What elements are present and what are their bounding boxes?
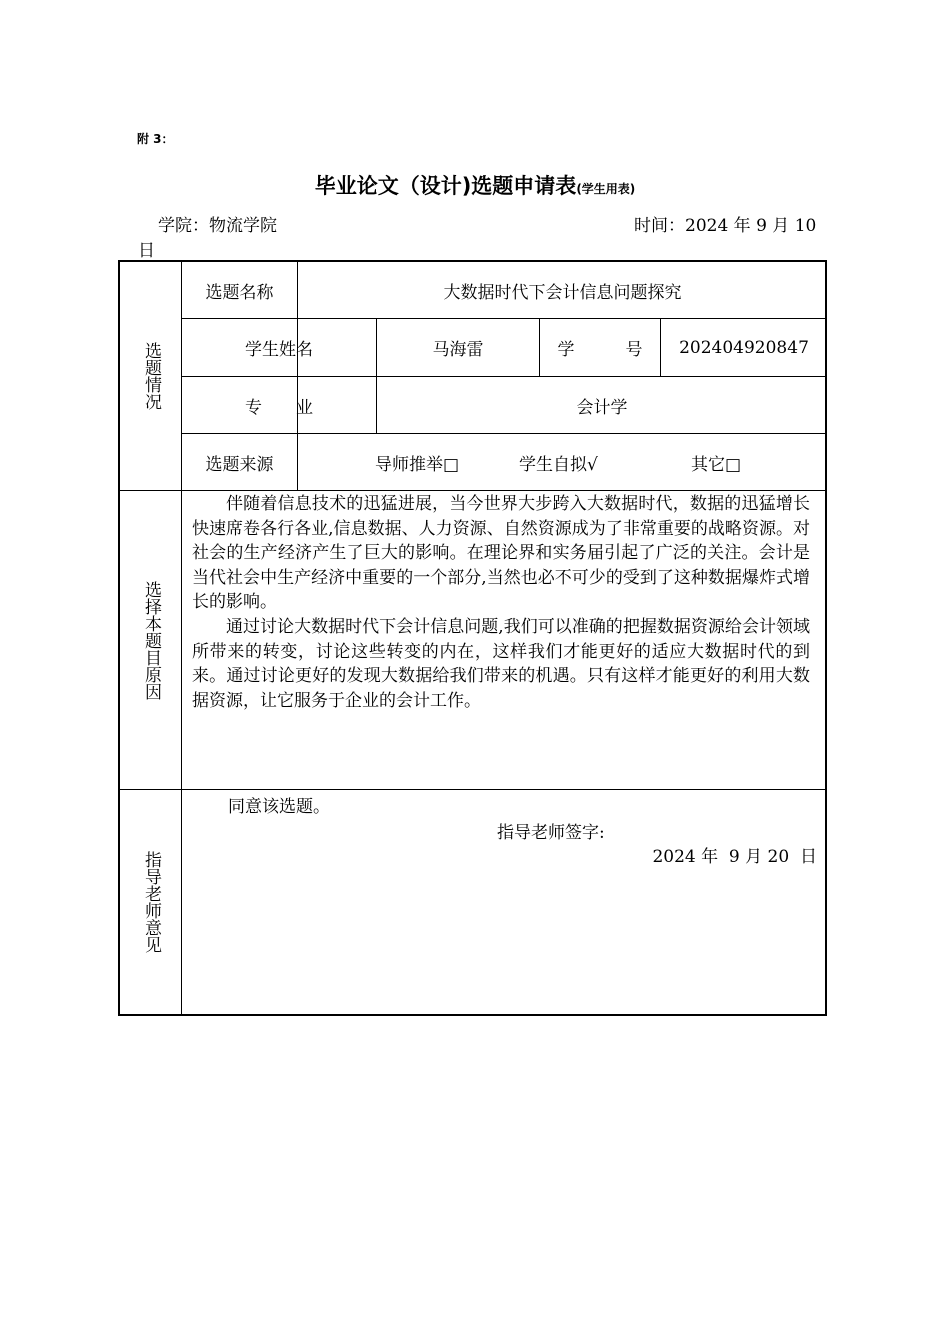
title-main: 毕业论文（设计)选题申请表: [314, 174, 577, 198]
divider: [120, 490, 827, 491]
reason-paragraph-2: 通过讨论大数据时代下会计信息问题,我们可以准确的把握数据资源给会计领域所带来的转变，讨论这些转变的内在，这样我们才能更好的适应大数据时代的到来。通过讨论更好的发现大数据给我们带来的机遇。只有这样才能更好的利用大数据资源，让它服务于企业的会计工作。: [192, 617, 810, 711]
topic-name-label: 选题名称: [205, 282, 274, 303]
source-option-self: 学生自拟√: [519, 454, 598, 475]
student-id-value: 202404920847: [679, 337, 809, 358]
divider: [120, 789, 827, 790]
source-label: 选题来源: [205, 454, 274, 475]
advisor-signature-label: 指导老师签字:: [497, 823, 605, 843]
advisor-section-label: [120, 790, 182, 1014]
student-id-label: 学 号: [557, 340, 643, 360]
source-options: [298, 434, 827, 490]
student-name-label: 学生姓名: [245, 340, 313, 360]
application-form: [118, 260, 827, 1016]
topic-section-text: 选题情况: [141, 342, 161, 410]
major-value: 会计学: [576, 397, 628, 418]
source-option-other: 其它□: [691, 454, 742, 475]
date-field-wrap: 日: [138, 241, 155, 261]
advisor-opinion: 同意该选题。: [228, 797, 330, 817]
date-field: 时间：2024 年 9 月 10: [634, 216, 817, 236]
title-sub: (学生用表): [576, 182, 636, 196]
reason-section-text: 选择本题目原因: [141, 580, 161, 700]
college-field: 学院：物流学院: [158, 216, 277, 236]
reason-paragraph-1: 伴随着信息技术的迅猛进展，当今世界大步跨入大数据时代，数据的迅猛增长快速席卷各行各业,信息数据、人力资源、自然资源成为了非常重要的战略资源。对社会的生产经济产生了巨大的影响。在理论界和实务届引起了广泛的关注。会计是当代社会中生产经济中重要的一个部分,当然也必不可少的受到了这种数据爆炸式增长的影响。: [192, 494, 810, 612]
student-name-value: 马海雷: [432, 340, 484, 360]
advisor-date: 2024 年 9 月 20 日: [652, 847, 817, 867]
page-title: [0, 170, 950, 200]
major-label: 专 业: [245, 397, 313, 418]
reason-section-label: [120, 491, 182, 789]
source-option-advisor: 导师推举□: [375, 454, 460, 475]
topic-name-value: 大数据时代下会计信息问题探究: [443, 282, 682, 303]
advisor-section-text: 指导老师意见: [141, 851, 161, 953]
appendix-label: 附 3：: [137, 132, 174, 146]
topic-section-label: [120, 262, 182, 490]
